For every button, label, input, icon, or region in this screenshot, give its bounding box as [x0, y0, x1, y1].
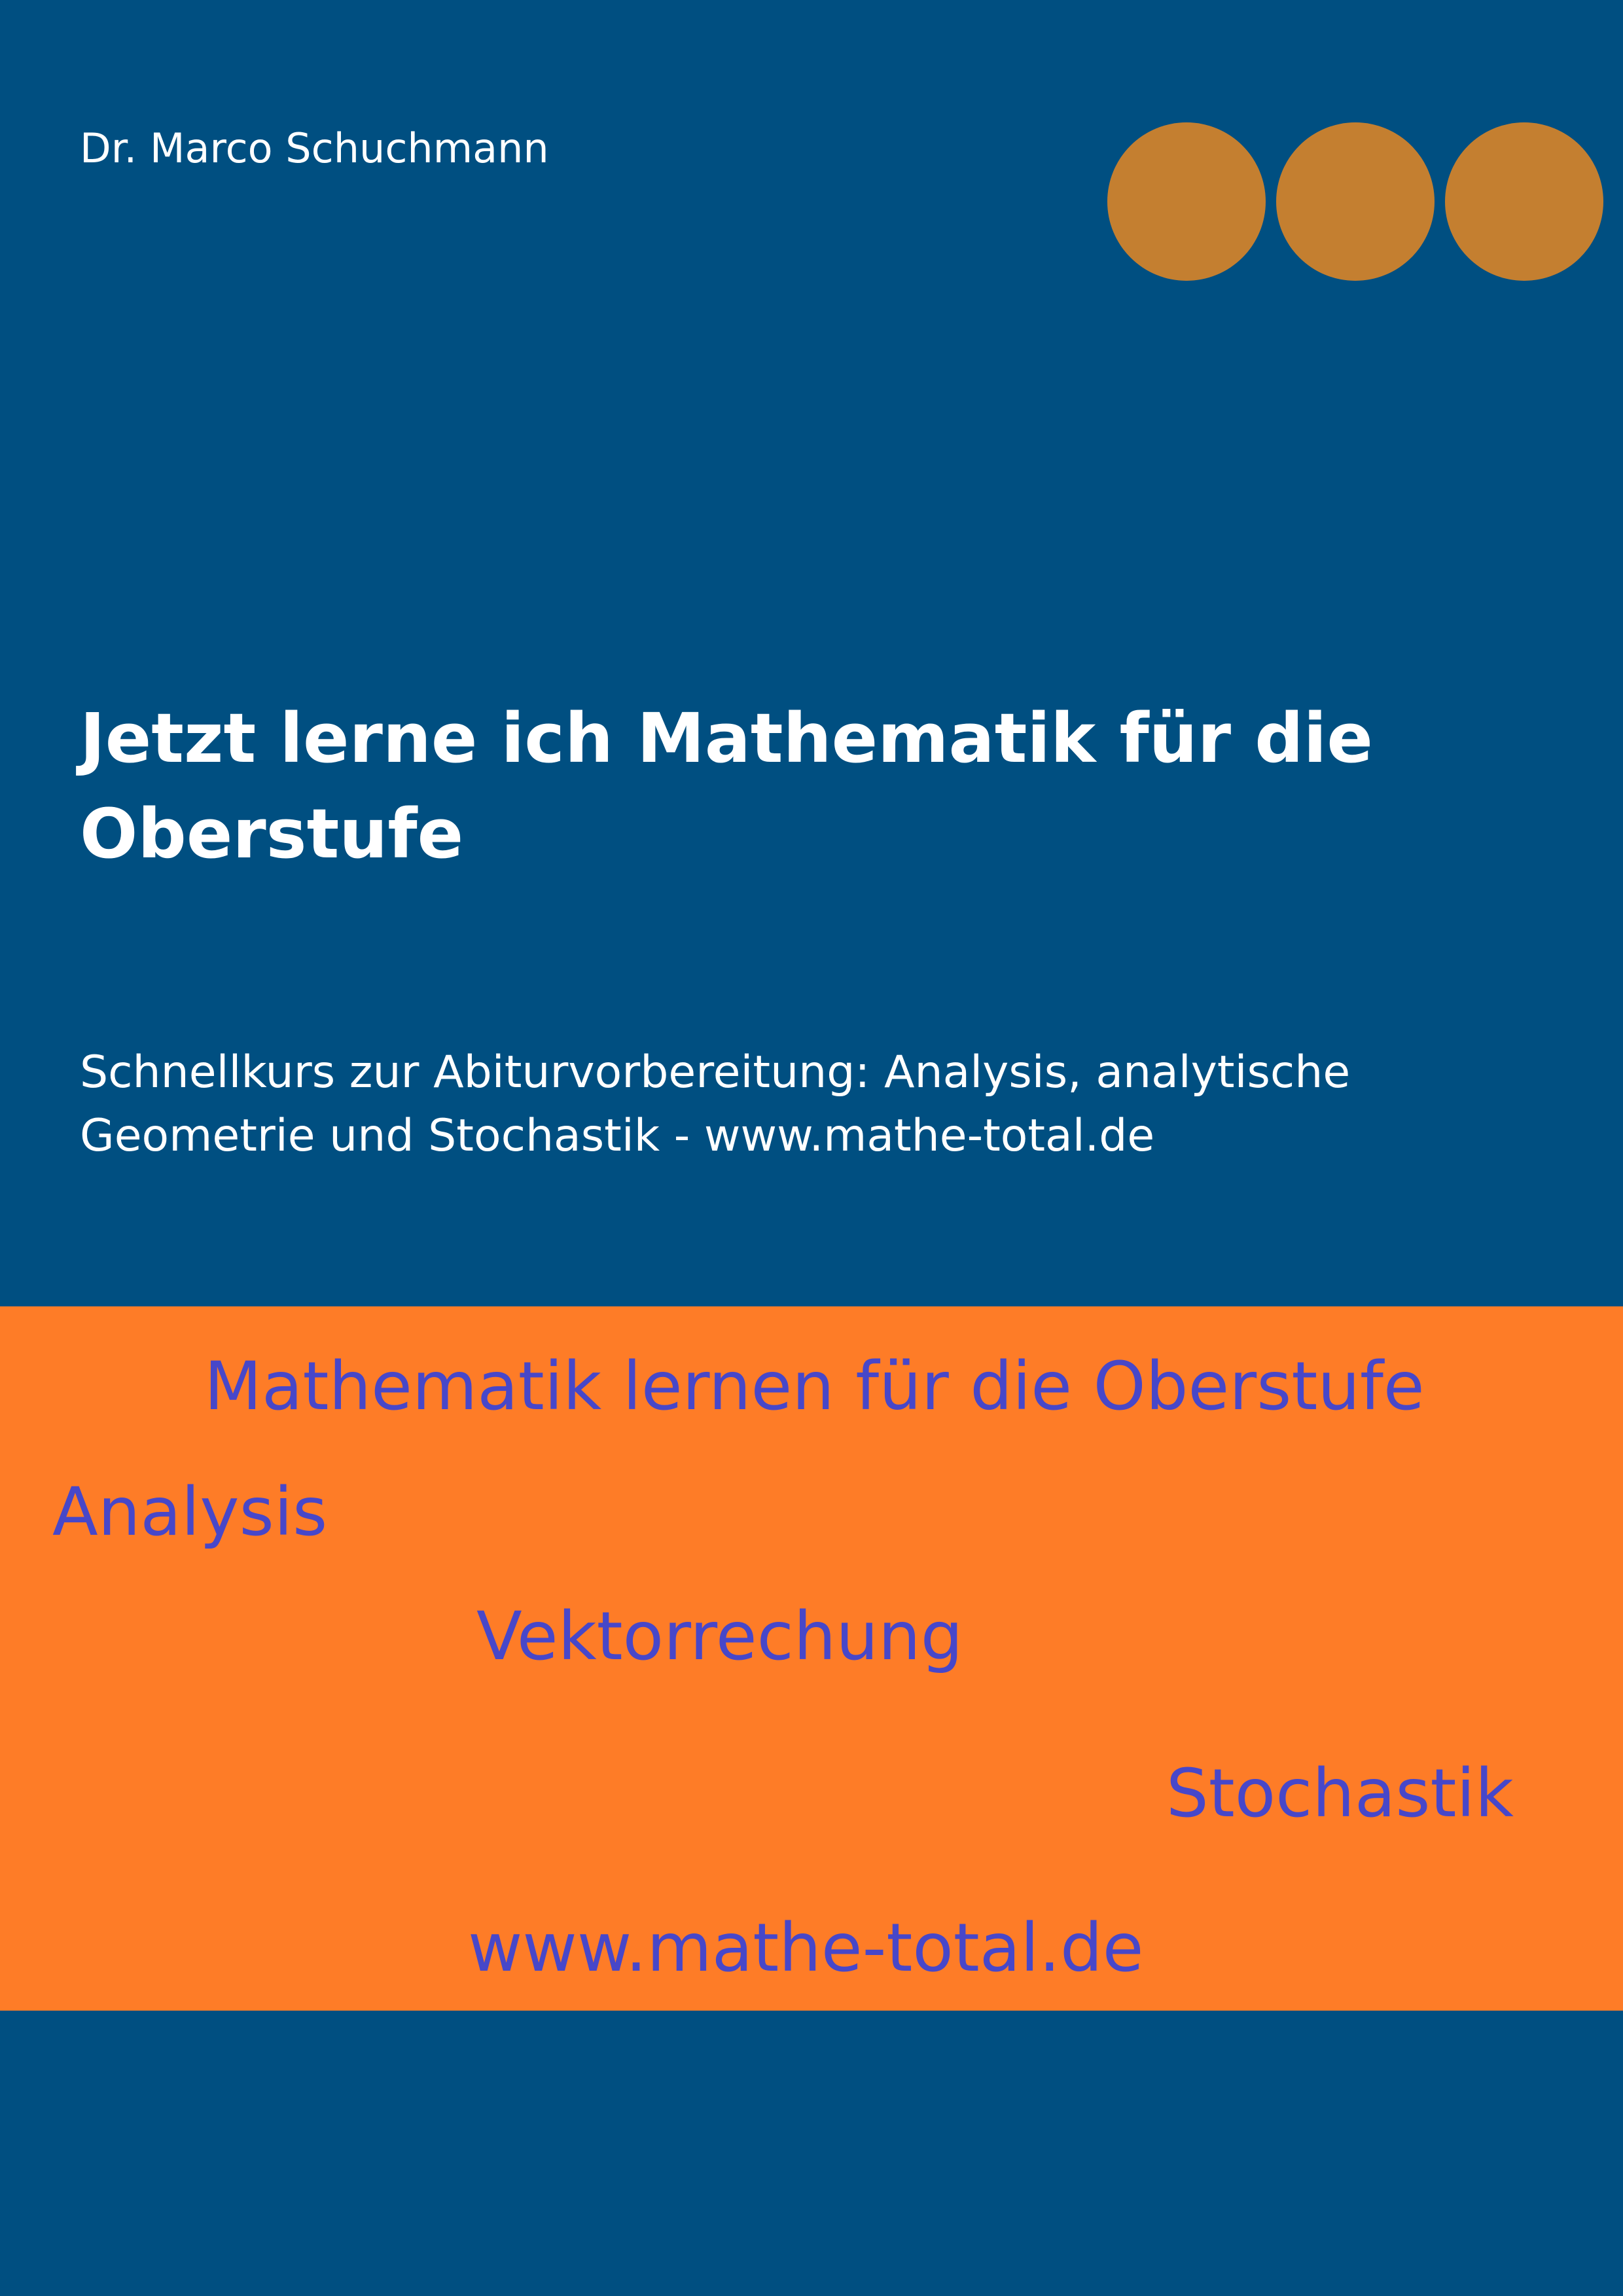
orange-topic-band [0, 1306, 1623, 2011]
circle-icon [1107, 122, 1266, 281]
website-url: www.mathe-total.de [468, 1909, 1144, 1987]
topic-vektorrechnung: Vektorrechung [476, 1598, 963, 1676]
decorative-dots [1107, 122, 1605, 281]
author-name: Dr. Marco Schuchmann [80, 124, 549, 172]
topic-stochastik: Stochastik [1166, 1755, 1514, 1833]
circle-icon [1276, 122, 1435, 281]
book-subtitle: Schnellkurs zur Abiturvorbereitung: Analysis, analytische Geometrie und Stochastik - www.mathe-total.de [80, 1047, 1351, 1162]
band-heading: Mathematik lernen für die Oberstufe [204, 1348, 1425, 1426]
circle-icon [1445, 122, 1603, 281]
topic-analysis: Analysis [52, 1473, 328, 1551]
book-title: Jetzt lerne ich Mathematik für die Oberstufe [80, 698, 1373, 874]
